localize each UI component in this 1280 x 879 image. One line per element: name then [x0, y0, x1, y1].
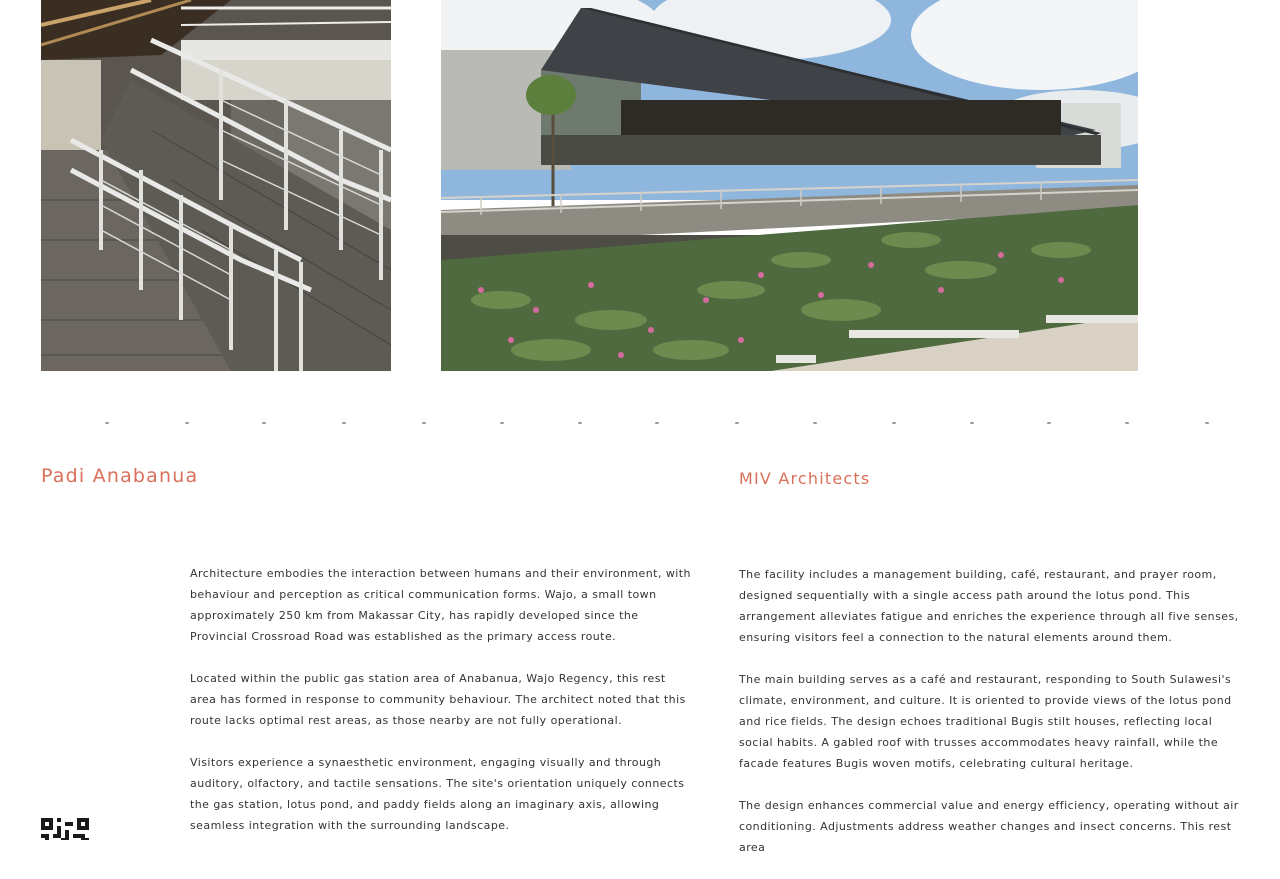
paragraph: Visitors experience a synaesthetic environment, engaging visually and through auditory, olfactory, and tactile sensations. The site's orientation uniquely connects the gas station, lotus pond, and paddy fields along an imaginary axis, allowing seamless integration with the surrounding landscape.	[190, 756, 685, 832]
paragraph: The facility includes a management building, café, restaurant, and prayer room, designed sequentially with a single access path around the lotus pond. This arrangement alleviates fatigue and enriches the experience through all five senses, ensuring visitors feel a connection to the natural elements around them.	[739, 568, 1239, 644]
scan-dots-divider	[30, 422, 1230, 428]
paragraph: The design enhances commercial value and energy efficiency, operating without air conditioning. Adjustments address weather changes and insect concerns. This rest area	[739, 799, 1239, 854]
architect-title: MIV Architects	[739, 469, 871, 488]
photo-staircase	[41, 0, 391, 371]
project-title: Padi Anabanua	[41, 465, 199, 487]
left-text-column	[190, 563, 695, 857]
photo-pavilion-lotus-pond	[441, 0, 1138, 371]
qr-code-icon	[41, 818, 89, 840]
paragraph: Architecture embodies the interaction between humans and their environment, with behaviour and perception as critical communication forms. Wajo, a small town approximately 250 km from Makassar City, has rapidly developed since the Provincial Crossroad Road was established as the primary access route.	[190, 567, 691, 643]
right-text-column	[739, 564, 1244, 879]
paragraph: Located within the public gas station area of Anabanua, Wajo Regency, this rest area has formed in response to community behaviour. The architect noted that this route lacks optimal rest areas, as those nearby are not fully operational.	[190, 672, 686, 727]
paragraph: The main building serves as a café and restaurant, responding to South Sulawesi's climate, environment, and culture. It is oriented to provide views of the lotus pond and rice fields. The design echoes traditional Bugis stilt houses, reflecting local social habits. A gabled roof with trusses accommodates heavy rainfall, while the facade features Bugis woven motifs, celebrating cultural heritage.	[739, 673, 1232, 770]
